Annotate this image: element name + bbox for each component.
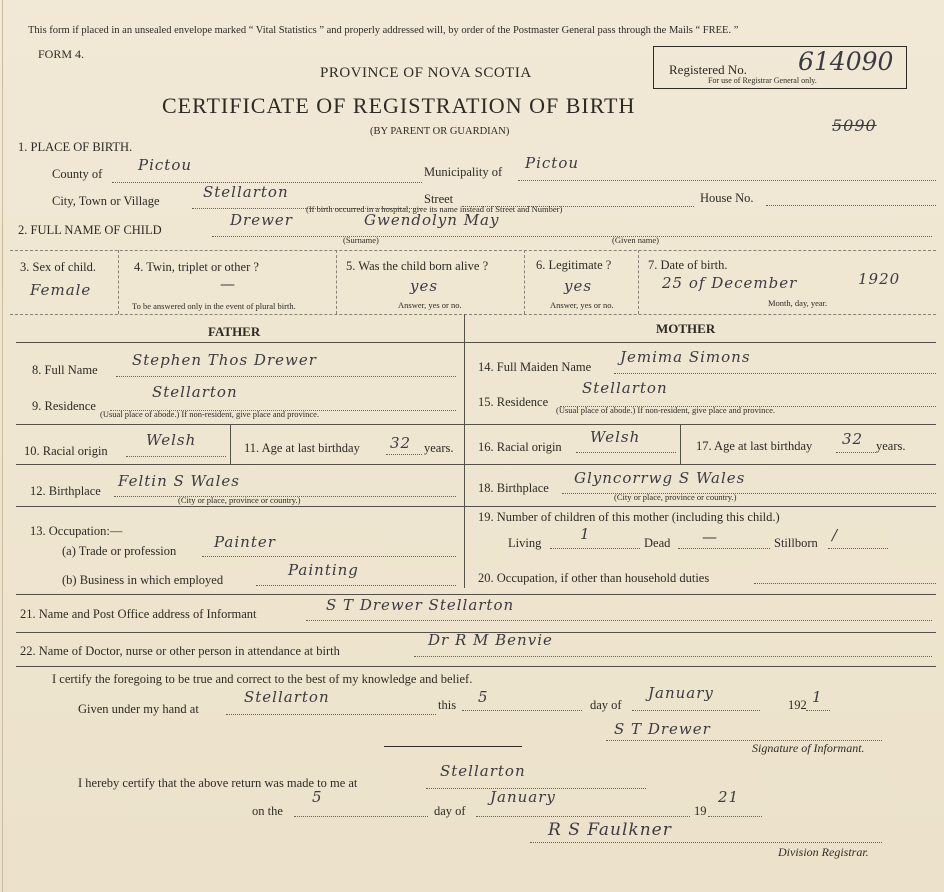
father-birthplace-value: Feltin S Wales [118, 472, 240, 490]
stillborn-value: / [832, 526, 839, 544]
twin-note: To be answered only in the event of plural birth. [132, 301, 296, 311]
father-age-label: 11. Age at last birthday [244, 441, 360, 455]
mother-years: years. [876, 439, 906, 453]
page-title: CERTIFICATE OF REGISTRATION OF BIRTH [162, 93, 636, 118]
mother-children-label: 19. Number of children of this mother (including this child.) [478, 510, 780, 524]
mother-racial-value: Welsh [590, 428, 641, 446]
house-number-label: House No. [700, 191, 754, 205]
given-place-value: Stellarton [244, 688, 330, 706]
registrar-day-of-label: day of [434, 804, 466, 818]
registrar-caption: Division Registrar. [778, 845, 869, 859]
signature-caption: Signature of Informant. [752, 741, 865, 755]
doctor-value: Dr R M Benvie [428, 631, 553, 649]
old-registration-number: 5090 [832, 116, 877, 135]
father-trade-value: Painter [214, 533, 276, 551]
legitimate-label: 6. Legitimate ? [536, 258, 612, 272]
father-age-value: 32 [390, 434, 412, 452]
postal-notice: This form if placed in an unsealed envelope marked “ Vital Statistics ” and properly addressed will, by order of the Postmaster General pass through the Mails “ FREE. ” [28, 25, 739, 36]
birth-year-value: 1920 [858, 270, 901, 288]
certify-month-value: January [648, 684, 714, 702]
doctor-label: 22. Name of Doctor, nurse or other person in attendance at birth [20, 644, 340, 658]
dead-label: Dead [644, 536, 671, 550]
mother-residence-value: Stellarton [582, 379, 668, 397]
father-residence-label: 9. Residence [32, 399, 96, 413]
informant-label: 21. Name and Post Office address of Informant [20, 607, 257, 621]
legitimate-value: yes [564, 277, 593, 295]
born-alive-note: Answer, yes or no. [398, 300, 462, 310]
place-of-birth-heading: 1. PLACE OF BIRTH. [18, 140, 133, 154]
father-name-label: 8. Full Name [32, 363, 98, 377]
mother-age-value: 32 [842, 430, 864, 448]
municipality-label: Municipality of [424, 165, 503, 179]
city-value: Stellarton [203, 183, 289, 201]
father-racial-label: 10. Racial origin [24, 444, 108, 458]
page-subtitle: (BY PARENT OR GUARDIAN) [370, 126, 510, 137]
municipality-value: Pictou [525, 154, 580, 172]
father-name-value: Stephen Thos Drewer [132, 351, 317, 369]
registrar-year-value: 21 [718, 788, 740, 806]
county-value: Pictou [138, 156, 193, 174]
mother-birthplace-label: 18. Birthplace [478, 481, 549, 495]
this-day-value: 5 [478, 688, 489, 706]
child-surname: Drewer [230, 211, 293, 229]
informant-value: S T Drewer Stellarton [326, 596, 515, 614]
this-label: this [438, 698, 457, 712]
father-years: years. [424, 441, 454, 455]
registrar-day-value: 5 [312, 788, 323, 806]
mother-birthplace-value: Glyncorrwg S Wales [574, 469, 746, 487]
given-name-caption: (Given name) [612, 235, 659, 245]
certify-statement: I certify the foregoing to be true and correct to the best of my knowledge and belief. [52, 672, 473, 686]
surname-caption: (Surname) [343, 235, 379, 245]
certify-year-prefix: 192 [788, 698, 807, 712]
mother-name-value: Jemima Simons [620, 348, 751, 366]
twin-label: 4. Twin, triplet or other ? [134, 260, 259, 274]
informant-signature: S T Drewer [614, 720, 711, 738]
mother-racial-label: 16. Racial origin [478, 440, 562, 454]
registrar-year-prefix: 19 [694, 804, 707, 818]
certify-year-suffix: 1 [812, 688, 823, 706]
father-residence-note: (Usual place of abode.) If non-resident, give place and province. [100, 409, 320, 419]
father-business-label: (b) Business in which employed [62, 573, 224, 587]
father-birthplace-note: (City or place, province or country.) [178, 495, 301, 505]
street-label: Street [424, 192, 454, 206]
on-the-label: on the [252, 804, 283, 818]
twin-value: — [220, 275, 236, 293]
form-number: FORM 4. [38, 47, 85, 61]
mother-age-label: 17. Age at last birthday [696, 439, 813, 453]
father-heading: FATHER [208, 324, 261, 339]
sex-value: Female [30, 281, 92, 299]
mother-residence-note: (Usual place of abode.) If non-resident, give place and province. [556, 405, 776, 415]
birth-date-value: 25 of December [662, 274, 798, 292]
mother-residence-label: 15. Residence [478, 395, 549, 409]
stillborn-label: Stillborn [774, 536, 818, 550]
mother-birthplace-note: (City or place, province or country.) [614, 492, 737, 502]
birth-date-note: Month, day, year. [768, 298, 828, 308]
sex-label: 3. Sex of child. [20, 260, 97, 274]
registrar-month-value: January [490, 788, 556, 806]
mother-name-label: 14. Full Maiden Name [478, 360, 592, 374]
father-occupation-label: 13. Occupation:— [30, 524, 123, 538]
father-trade-label: (a) Trade or profession [62, 544, 177, 558]
day-of-label: day of [590, 698, 622, 712]
street-note: (If birth occurred in a hospital, give its name instead of Street and Number) [306, 204, 563, 214]
registrar-place-value: Stellarton [440, 762, 526, 780]
legitimate-note: Answer, yes or no. [550, 300, 614, 310]
mother-heading: MOTHER [656, 321, 716, 336]
given-under-hand-label: Given under my hand at [78, 702, 199, 716]
father-racial-value: Welsh [146, 431, 197, 449]
registrar-signature: R S Faulkner [548, 820, 672, 840]
mother-occupation-label: 20. Occupation, if other than household duties [478, 571, 710, 585]
father-business-value: Painting [288, 561, 359, 579]
registrar-statement: I hereby certify that the above return was made to me at [78, 776, 358, 790]
registered-number-label: Registered No. [669, 62, 747, 77]
born-alive-label: 5. Was the child born alive ? [346, 259, 489, 273]
city-label: City, Town or Village [52, 194, 160, 208]
father-residence-value: Stellarton [152, 383, 238, 401]
registered-number: 614090 [798, 47, 894, 76]
birth-date-label: 7. Date of birth. [648, 258, 728, 272]
father-birthplace-label: 12. Birthplace [30, 484, 101, 498]
province-heading: PROVINCE OF NOVA SCOTIA [320, 65, 532, 81]
born-alive-value: yes [410, 277, 439, 295]
living-value: 1 [580, 525, 591, 543]
child-name-label: 2. FULL NAME OF CHILD [18, 223, 162, 237]
living-label: Living [508, 536, 542, 550]
dead-value: — [702, 528, 718, 546]
left-edge [2, 0, 3, 892]
child-given-name: Gwendolyn May [364, 211, 500, 229]
registrar-use-note: For use of Registrar General only. [708, 76, 817, 85]
county-label: County of [52, 167, 103, 181]
